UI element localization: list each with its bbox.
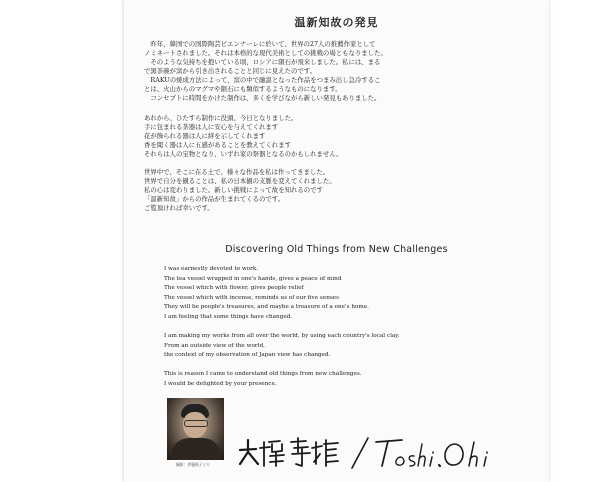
text-line: The tea vessel wrapped in one's hands, gives a peace of mind bbox=[164, 275, 342, 282]
text-line: RAKUの焼成方法によって、窯の中で融温となった作品をつまみ出し急冷するこ bbox=[144, 76, 381, 84]
text-line: The vessel which with flower, gives people relief bbox=[164, 285, 304, 292]
text-line: そのような気持ちを抱いている頃、ロシアに隕石が飛来しました。私には、まる bbox=[144, 58, 381, 66]
text-line: で黒茶碗が窯から引き出されることと同じに見えたのです。 bbox=[144, 67, 317, 75]
text-line: 手に包まれる茶器は人に安心を与えてくれます bbox=[144, 123, 279, 131]
text-line: 私の心は変わりました。新しい挑戦によって故を知れるのです bbox=[144, 186, 323, 194]
text-line: 「温新知故」からの作品が生まれてくるのです。 bbox=[144, 195, 285, 203]
text-line: I am feeling that some things have changed. bbox=[164, 313, 293, 320]
english-paragraph-2 bbox=[164, 332, 524, 361]
japanese-title: 温新知故の発見 bbox=[294, 16, 379, 29]
document-page bbox=[124, 0, 549, 482]
japanese-paragraph-2 bbox=[144, 114, 536, 159]
text-line: 世界で自分を観ることは、私の日本観の支脈を変えてくれました。 bbox=[144, 177, 336, 185]
text-line: ご覧頂ければ幸いです。 bbox=[144, 204, 214, 212]
english-title: Discovering Old Things from New Challenges bbox=[225, 244, 448, 255]
text-line: ノミネートされました。それは本格的な現代美術としての挑戦の場ともなりました。 bbox=[144, 49, 387, 57]
text-line: They will be people's treasures, and maybe a treasure of a one's home. bbox=[164, 304, 369, 311]
text-line: This is reason I came to understand old things from new challenges. bbox=[164, 371, 362, 377]
artist-signature bbox=[236, 432, 536, 472]
text-line: From an outside view of the world, bbox=[164, 342, 265, 349]
signature-roman-text bbox=[124, 0, 125, 1]
artist-portrait-photo bbox=[167, 398, 224, 460]
photo-caption: 撮影：伊藤秋子とり bbox=[176, 462, 211, 467]
text-line: とは、火山からのマグマや隕石にも類似するようなものになります。 bbox=[144, 85, 342, 93]
text-line: あれから、ひたすら制作に没頭、今日となりました。 bbox=[144, 114, 298, 122]
text-line: 花が飾られる器は人に絆を示してくれます bbox=[144, 132, 266, 140]
english-paragraph-1 bbox=[164, 265, 524, 323]
text-line: それらは人の宝物となり、いずれ家の祭器となるのかもしれません。 bbox=[144, 150, 343, 158]
text-line: I am making my works from all over the world, by using each country's local clay. bbox=[164, 333, 400, 339]
text-line: The vessel which with incense, reminds us of our five senses bbox=[164, 294, 340, 301]
text-line: I was earnestly devoted to work. bbox=[164, 266, 259, 272]
text-line: 香を聞く器は人に五感があることを教えてくれます bbox=[144, 141, 291, 149]
japanese-paragraph-1 bbox=[144, 40, 536, 103]
text-line: I would be delighted by your presence. bbox=[164, 380, 277, 387]
japanese-paragraph-3 bbox=[144, 168, 536, 213]
text-line: コンセプトに時間をかけた制作は、多くを学びながら新しい発見もありました。 bbox=[144, 94, 381, 102]
text-line: the context of my observation of Japan view has changed. bbox=[164, 352, 331, 359]
text-line: 昨年、韓国での国際陶芸ビエンナーレに於いて、世界の27人の推薦作家として bbox=[144, 40, 376, 48]
english-paragraph-3 bbox=[164, 370, 524, 389]
text-line: 世界中で、そこに在る土で、様々な作品を私は作ってきました。 bbox=[144, 168, 330, 176]
